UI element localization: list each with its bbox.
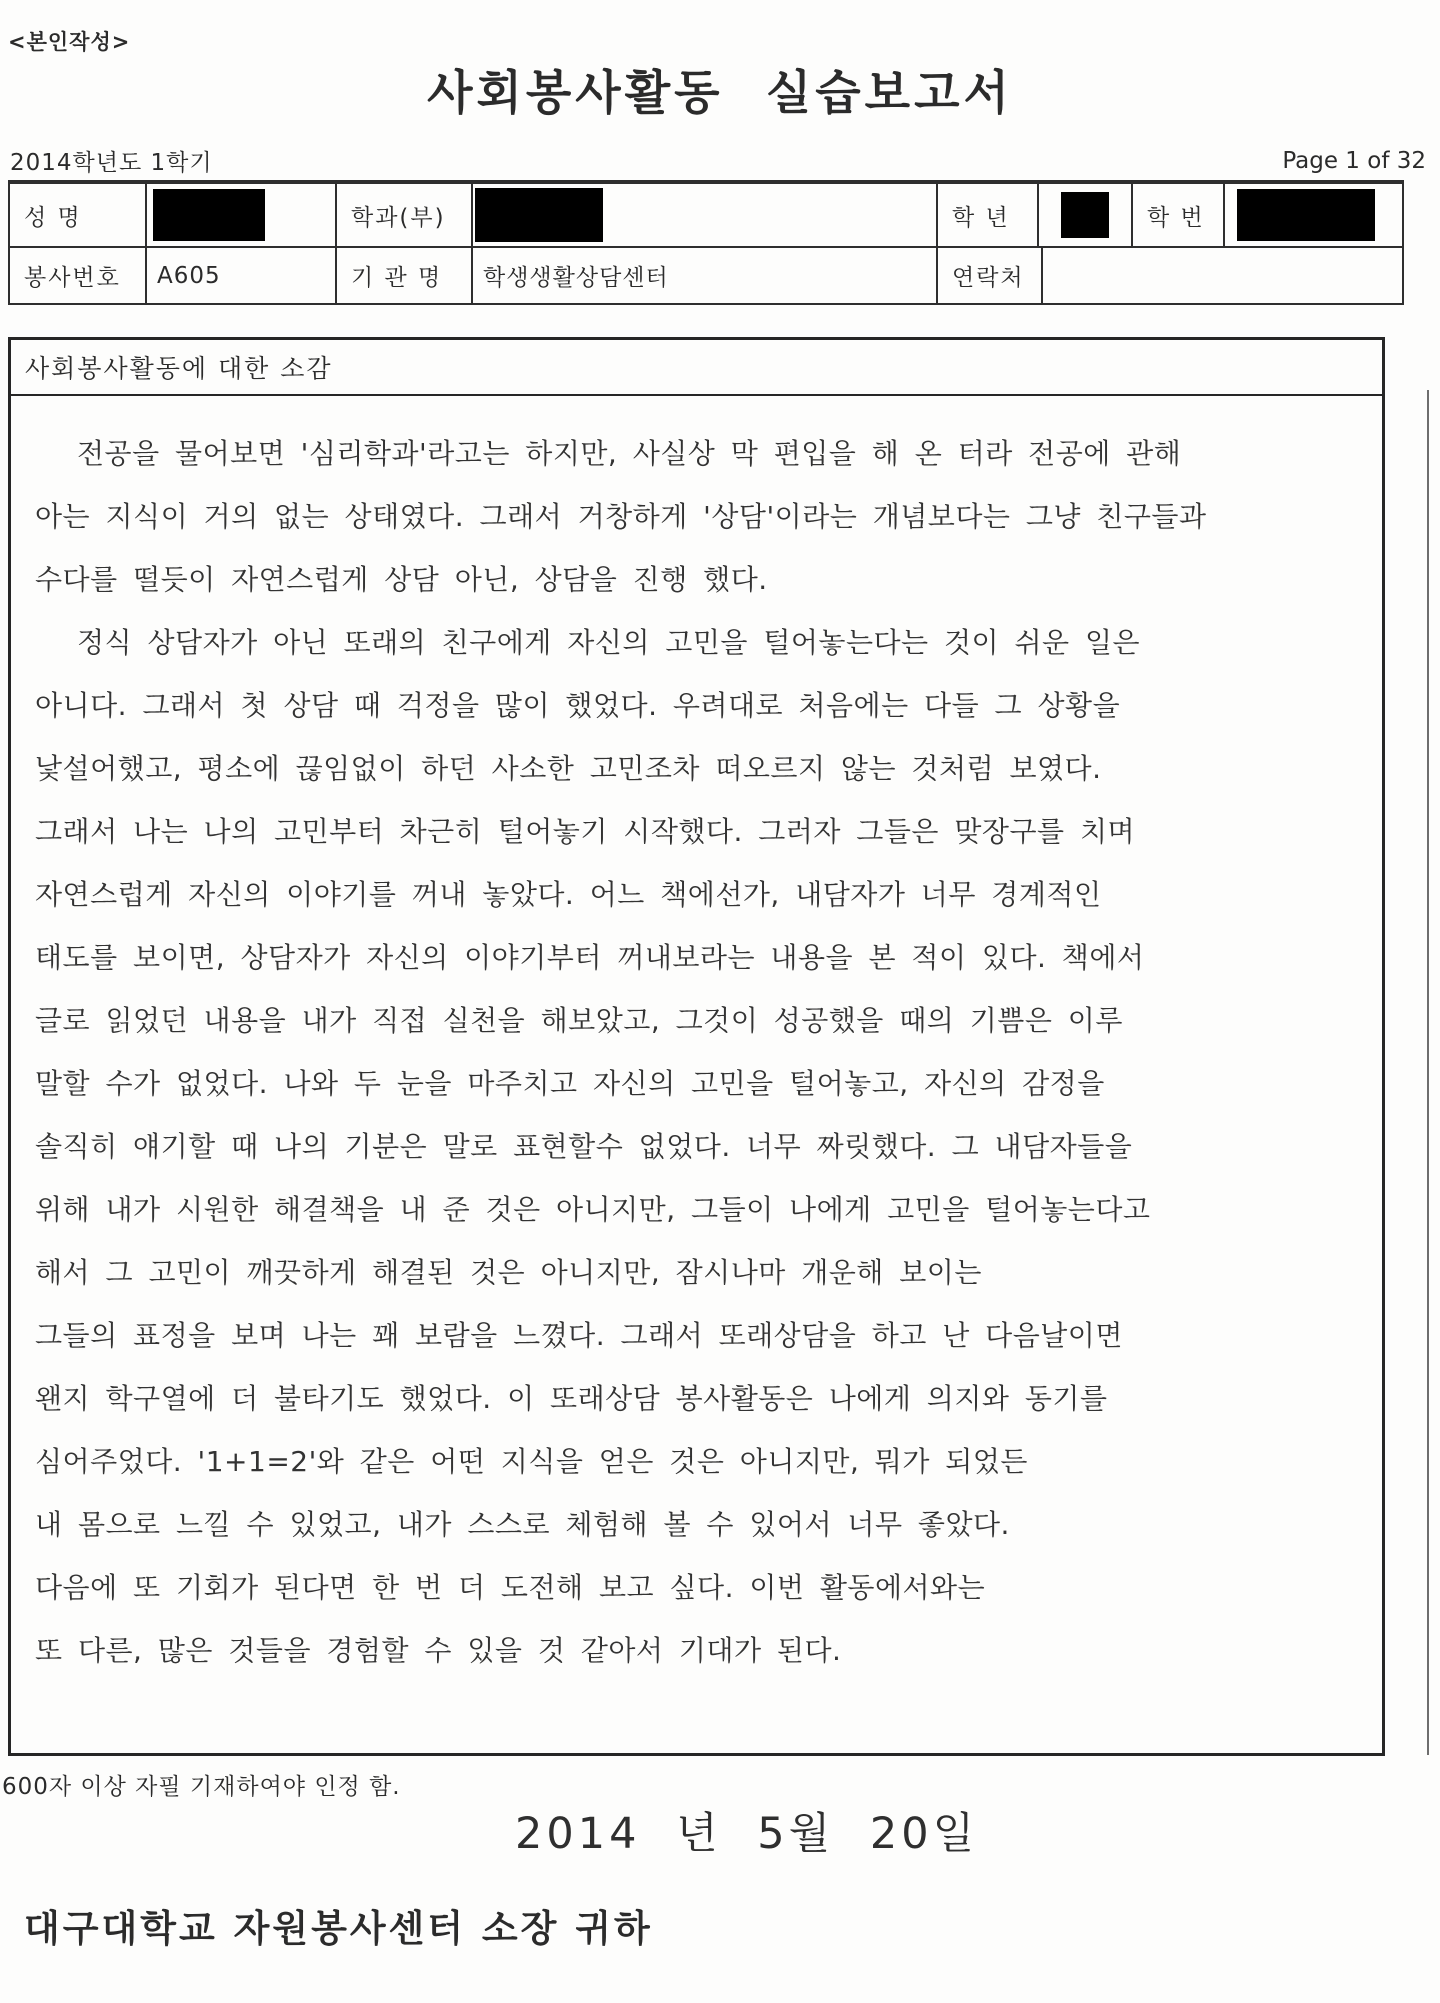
redacted-year-value — [1061, 192, 1109, 238]
essay-line: 심어주었다. '1+1=2'와 같은 어떤 지식을 얻은 것은 아니지만, 뭐가 되었든 — [35, 1445, 1028, 1478]
name-value-cell — [147, 184, 337, 246]
essay-line: 글로 읽었던 내용을 내가 직접 실천을 해보았고, 그것이 성공했을 때의 기쁨은 이루 — [35, 1004, 1123, 1037]
student-info-table — [8, 180, 1404, 305]
year-label: 학 년 — [938, 184, 1039, 246]
essay-line: 내 몸으로 느낄 수 있었고, 내가 스스로 체험해 볼 수 있어서 너무 좋았다. — [35, 1508, 1010, 1541]
recipient-line: 대구대학교 자원봉사센터 소장 귀하 — [24, 1907, 653, 1950]
year-value-cell — [1039, 184, 1133, 246]
essay-line: 왠지 학구열에 더 불타기도 했었다. 이 또래상담 봉사활동은 나에게 의지와 동기를 — [35, 1382, 1108, 1415]
essay-line: 낯설어했고, 평소에 끊임없이 하던 사소한 고민조차 떠오르지 않는 것처럼 보였다. — [35, 752, 1102, 785]
essay-line: 다음에 또 기회가 된다면 한 번 더 도전해 보고 싶다. 이번 활동에서와는 — [35, 1571, 986, 1604]
essay-line: 위해 내가 시원한 해결책을 내 준 것은 아니지만, 그들이 나에게 고민을 털어놓는다고 — [35, 1193, 1151, 1226]
essay-line: 솔직히 얘기할 때 나의 기분은 말로 표현할수 없었다. 너무 짜릿했다. 그 내담자들을 — [35, 1130, 1133, 1163]
essay-line: 해서 그 고민이 깨끗하게 해결된 것은 아니지만, 잠시나마 개운해 보이는 — [35, 1256, 982, 1289]
essay-line: 아니다. 그래서 첫 상담 때 걱정을 많이 했었다. 우려대로 처음에는 다들 그 상황을 — [35, 689, 1121, 722]
self-written-note: <본인작성> — [8, 30, 131, 54]
essay-line: 수다를 떨듯이 자연스럽게 상담 아닌, 상담을 진행 했다. — [35, 563, 768, 596]
redacted-department-value — [475, 188, 603, 242]
service-number-label: 봉사번호 — [10, 248, 147, 303]
info-table-row-2 — [10, 246, 1402, 303]
page-title: 사회봉사활동 실습보고서 — [427, 66, 1013, 121]
handwritten-date: 2014 년 5월 20일 — [515, 1809, 979, 1859]
contact-value — [1043, 248, 1402, 303]
page-indicator: Page 1 of 32 — [1282, 148, 1426, 174]
handwriting-requirement-note: 600자 이상 자필 기재하여야 인정 함. — [2, 1774, 401, 1800]
essay-box — [8, 337, 1385, 1756]
redacted-name-value — [153, 189, 265, 241]
name-label: 성 명 — [10, 184, 147, 246]
department-value-cell — [473, 184, 938, 246]
student-id-value-cell — [1225, 184, 1402, 246]
essay-line: 자연스럽게 자신의 이야기를 꺼내 놓았다. 어느 책에선가, 내담자가 너무 경계적인 — [35, 878, 1102, 911]
essay-line: 말할 수가 없었다. 나와 두 눈을 마주치고 자신의 고민을 털어놓고, 자신의 감정을 — [35, 1067, 1105, 1100]
department-label: 학과(부) — [337, 184, 473, 246]
essay-line: 또 다른, 많은 것들을 경험할 수 있을 것 같아서 기대가 된다. — [35, 1634, 842, 1667]
redacted-student-id-value — [1237, 189, 1375, 241]
essay-line: 전공을 물어보면 '심리학과'라고는 하지만, 사실상 막 편입을 해 온 터라 전공에 관해 — [77, 437, 1182, 470]
essay-line: 그래서 나는 나의 고민부터 차근히 털어놓기 시작했다. 그러자 그들은 맞장구를 치며 — [35, 815, 1136, 848]
organization-label: 기 관 명 — [337, 248, 473, 303]
student-id-label: 학 번 — [1133, 184, 1225, 246]
essay-section-title: 사회봉사활동에 대한 소감 — [11, 340, 1382, 396]
organization-value: 학생생활상담센터 — [473, 248, 938, 303]
essay-line: 정식 상담자가 아닌 또래의 친구에게 자신의 고민을 털어놓는다는 것이 쉬운 일은 — [77, 626, 1141, 659]
essay-line: 아는 지식이 거의 없는 상태였다. 그래서 거창하게 '상담'이라는 개념보다는 그냥 친구들과 — [35, 500, 1207, 533]
service-number-value: A605 — [147, 248, 337, 303]
essay-body — [11, 396, 1382, 1682]
contact-label: 연락처 — [938, 248, 1043, 303]
essay-line: 태도를 보이면, 상담자가 자신의 이야기부터 꺼내보라는 내용을 본 적이 있다. 책에서 — [35, 941, 1145, 974]
scan-edge-artifact — [1427, 390, 1429, 1755]
essay-line: 그들의 표정을 보며 나는 꽤 보람을 느꼈다. 그래서 또래상담을 하고 난 다음날이면 — [35, 1319, 1123, 1352]
academic-term: 2014학년도 1학기 — [10, 150, 213, 176]
info-table-row-1 — [10, 184, 1402, 246]
